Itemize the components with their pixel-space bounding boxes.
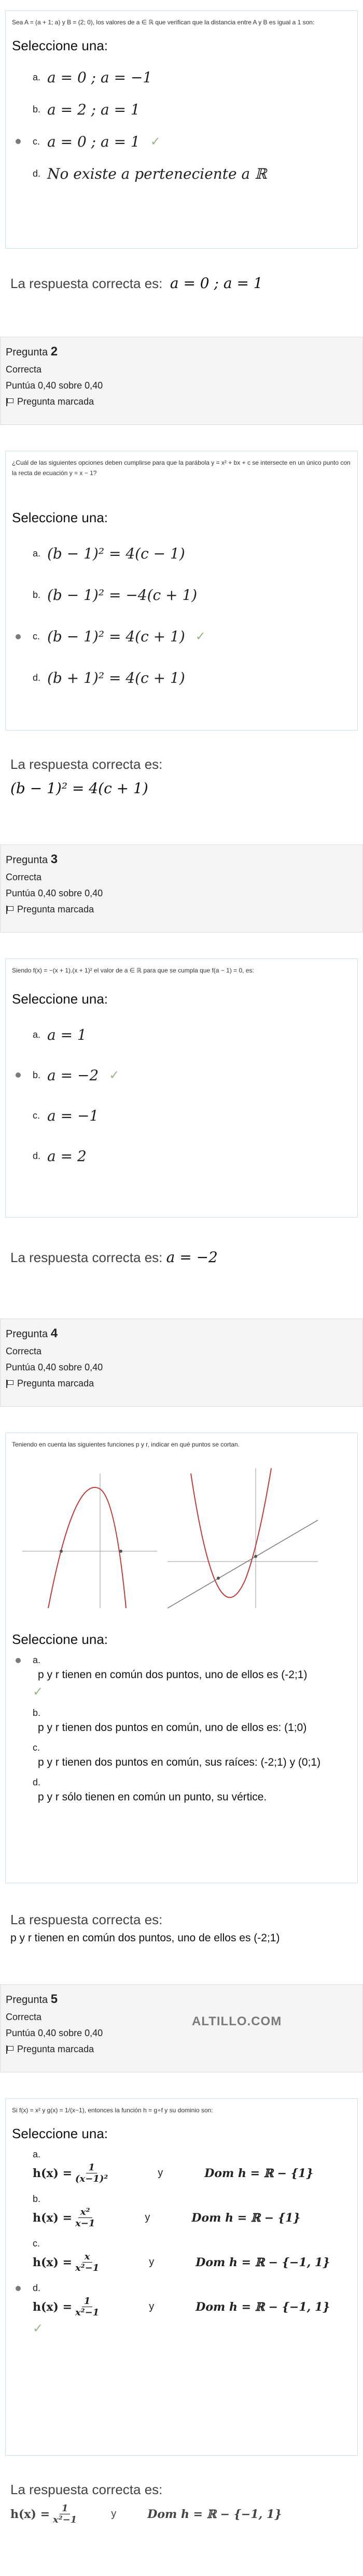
- radio-button[interactable]: [15, 1153, 21, 1159]
- select-prompt: Seleccione una:: [12, 991, 108, 1007]
- status-text: Correcta: [6, 2012, 42, 2022]
- score-text: Puntúa 0,40 sobre 0,40: [6, 2028, 103, 2038]
- radio-button[interactable]: [15, 74, 21, 80]
- radio-button[interactable]: [15, 170, 21, 177]
- radio-button[interactable]: [15, 675, 21, 681]
- status-text: Correcta: [6, 872, 42, 882]
- answer-option-c[interactable]: c. a = 0 ; a = 1 ✓: [12, 125, 351, 158]
- check-icon: ✓: [33, 1685, 44, 1699]
- question-text: Sea A = (a + 1; a) y B = (2; 0), los valores de a ∈ ℝ que verifican que la distancia entre A y B es igual a 1 son:: [12, 19, 315, 26]
- radio-button[interactable]: [15, 2152, 21, 2158]
- status-text: Correcta: [6, 1346, 42, 1356]
- answer-option-b[interactable]: b. h(x) = $\frac{\text{x²}}{x-1}$ y Dom h = ℝ − {1}: [12, 2194, 351, 2229]
- answer-option-c[interactable]: c. a = −1: [12, 1095, 351, 1136]
- correct-answer-feedback: La respuesta correcta es: a = 0 ; a = 1: [10, 275, 263, 292]
- score-text: Puntúa 0,40 sobre 0,40: [6, 888, 103, 898]
- check-icon: ✓: [150, 134, 161, 149]
- answer-option-a[interactable]: a. h(x) = $\frac{1}{\text{(x−1)²}}$ y Dom h = ℝ − {1}: [12, 2149, 351, 2184]
- question-4-info: Pregunta 4 Correcta Puntúa 0,40 sobre 0,40 Pregunta marcada: [0, 1319, 363, 1407]
- question-2-formulation: [5, 451, 358, 731]
- watermark-logo: ALTILLO.COM: [192, 2014, 282, 2028]
- question-2-info: Pregunta 2 Correcta Puntúa 0,40 sobre 0,40 Pregunta marcada: [0, 337, 363, 425]
- flag-question-button[interactable]: Pregunta marcada: [6, 904, 357, 915]
- answer-option-c[interactable]: c. (b − 1)² = 4(c + 1) ✓: [12, 616, 351, 657]
- question-5-info: Pregunta 5 Correcta Puntúa 0,40 sobre 0,40 Pregunta marcada: [0, 1984, 363, 2072]
- answer-option-b[interactable]: b. p y r tienen dos puntos en común, uno de ellos es: (1;0): [12, 1708, 351, 1734]
- answer-option-a[interactable]: a. (b − 1)² = 4(c − 1): [12, 533, 351, 575]
- select-prompt: Seleccione una:: [12, 1632, 108, 1648]
- radio-button-selected[interactable]: [16, 1072, 21, 1078]
- flag-question-button[interactable]: Pregunta marcada: [6, 1378, 357, 1389]
- answer-option-a[interactable]: a. a = 0 ; a = −1: [12, 61, 351, 93]
- answer-option-d[interactable]: d. h(x) = $\frac{1}{\text{x²−1}}$ y Dom h = ℝ − {−1, 1} ✓: [12, 2283, 351, 2336]
- question-text: Teniendo en cuenta las siguientes funciones p y r, indicar en qué puntos se cortan.: [12, 1441, 240, 1448]
- question-text: Si f(x) = x² y g(x) = 1/(x−1), entonces la función h = g∘f y su dominio son:: [12, 2107, 213, 2114]
- correct-answer-feedback: La respuesta correcta es: h(x) = $\frac{1}{\text{x²−1}}$ y Dom h = ℝ − {−1, 1}: [10, 2482, 282, 2525]
- score-text: Puntúa 0,40 sobre 0,40: [6, 1362, 103, 1372]
- radio-button[interactable]: [15, 1710, 21, 1716]
- radio-button[interactable]: [15, 1032, 21, 1038]
- radio-button[interactable]: [15, 551, 21, 557]
- radio-button[interactable]: [15, 2241, 21, 2247]
- correct-answer-feedback: La respuesta correcta es: a = −2: [10, 1249, 218, 1266]
- question-4-formulation: [5, 1433, 358, 1883]
- question-1-formulation: [5, 10, 358, 249]
- function-graphs-figure: [12, 1458, 323, 1613]
- radio-button[interactable]: [15, 1745, 21, 1751]
- answer-option-b[interactable]: b. a = −2 ✓: [12, 1055, 351, 1095]
- check-icon: ✓: [195, 629, 206, 644]
- radio-button-selected[interactable]: [16, 634, 21, 639]
- correct-answer-feedback: La respuesta correcta es: p y r tienen en común dos puntos, uno de ellos es (-2;1): [10, 1912, 280, 1944]
- radio-button-selected[interactable]: [16, 1658, 21, 1663]
- flag-question-button[interactable]: Pregunta marcada: [6, 396, 357, 407]
- select-prompt: Seleccione una:: [12, 509, 108, 525]
- answer-option-d[interactable]: d. a = 2: [12, 1136, 351, 1176]
- answer-option-c[interactable]: c. h(x) = $\frac{x}{\text{x²−1}}$ y Dom h = ℝ − {−1, 1}: [12, 2238, 351, 2273]
- radio-button[interactable]: [15, 2196, 21, 2202]
- question-text: ¿Cuál de las siguientes opciones deben cumplirse para que la parábola y = x² + bx + c se intersecte en un único punto con la recta de ecuación y = x − 1?: [12, 459, 351, 477]
- answer-option-d[interactable]: d. p y r sólo tienen en común un punto, su vértice.: [12, 1777, 351, 1804]
- radio-button[interactable]: [15, 592, 21, 598]
- correct-answer-feedback: La respuesta correcta es: (b − 1)² = 4(c + 1): [10, 756, 163, 797]
- flag-question-button[interactable]: Pregunta marcada: [6, 2044, 357, 2055]
- answer-option-a[interactable]: a. a = 1: [12, 1014, 351, 1055]
- flag-icon: [6, 398, 13, 406]
- answer-option-a[interactable]: a. p y r tienen en común dos puntos, uno de ellos es (-2;1) ✓: [12, 1655, 351, 1699]
- question-text: Siendo f(x) = −(x + 1).(x + 1)² el valor de a ∈ ℝ para que se cumpla que f(a − 1) = 0, es:: [12, 967, 254, 974]
- answer-option-d[interactable]: d. No existe a perteneciente a ℝ: [12, 158, 351, 190]
- flag-icon: [6, 1380, 13, 1388]
- answer-option-b[interactable]: b. (b − 1)² = −4(c + 1): [12, 575, 351, 616]
- radio-button-selected[interactable]: [16, 139, 21, 144]
- answer-option-b[interactable]: b. a = 2 ; a = 1: [12, 93, 351, 125]
- question-3-formulation: [5, 958, 358, 1218]
- check-icon: ✓: [109, 1068, 120, 1082]
- radio-button[interactable]: [15, 1112, 21, 1119]
- status-text: Correcta: [6, 364, 42, 375]
- flag-icon: [6, 906, 13, 914]
- graph-r: [167, 1468, 318, 1608]
- question-3-info: Pregunta 3 Correcta Puntúa 0,40 sobre 0,40 Pregunta marcada: [0, 845, 363, 933]
- check-icon: ✓: [33, 2322, 44, 2336]
- answer-option-c[interactable]: c. p y r tienen dos puntos en común, sus raíces: (-2;1) y (0;1): [12, 1742, 351, 1769]
- select-prompt: Seleccione una:: [12, 38, 108, 54]
- select-prompt: Seleccione una:: [12, 2126, 108, 2142]
- answer-option-d[interactable]: d. (b + 1)² = 4(c + 1): [12, 657, 351, 699]
- radio-button[interactable]: [15, 106, 21, 112]
- score-text: Puntúa 0,40 sobre 0,40: [6, 380, 103, 391]
- graph-p: [22, 1473, 157, 1608]
- radio-button[interactable]: [15, 1780, 21, 1786]
- flag-icon: [6, 2045, 13, 2054]
- radio-button-selected[interactable]: [16, 2286, 21, 2291]
- question-5-formulation: [5, 2098, 358, 2456]
